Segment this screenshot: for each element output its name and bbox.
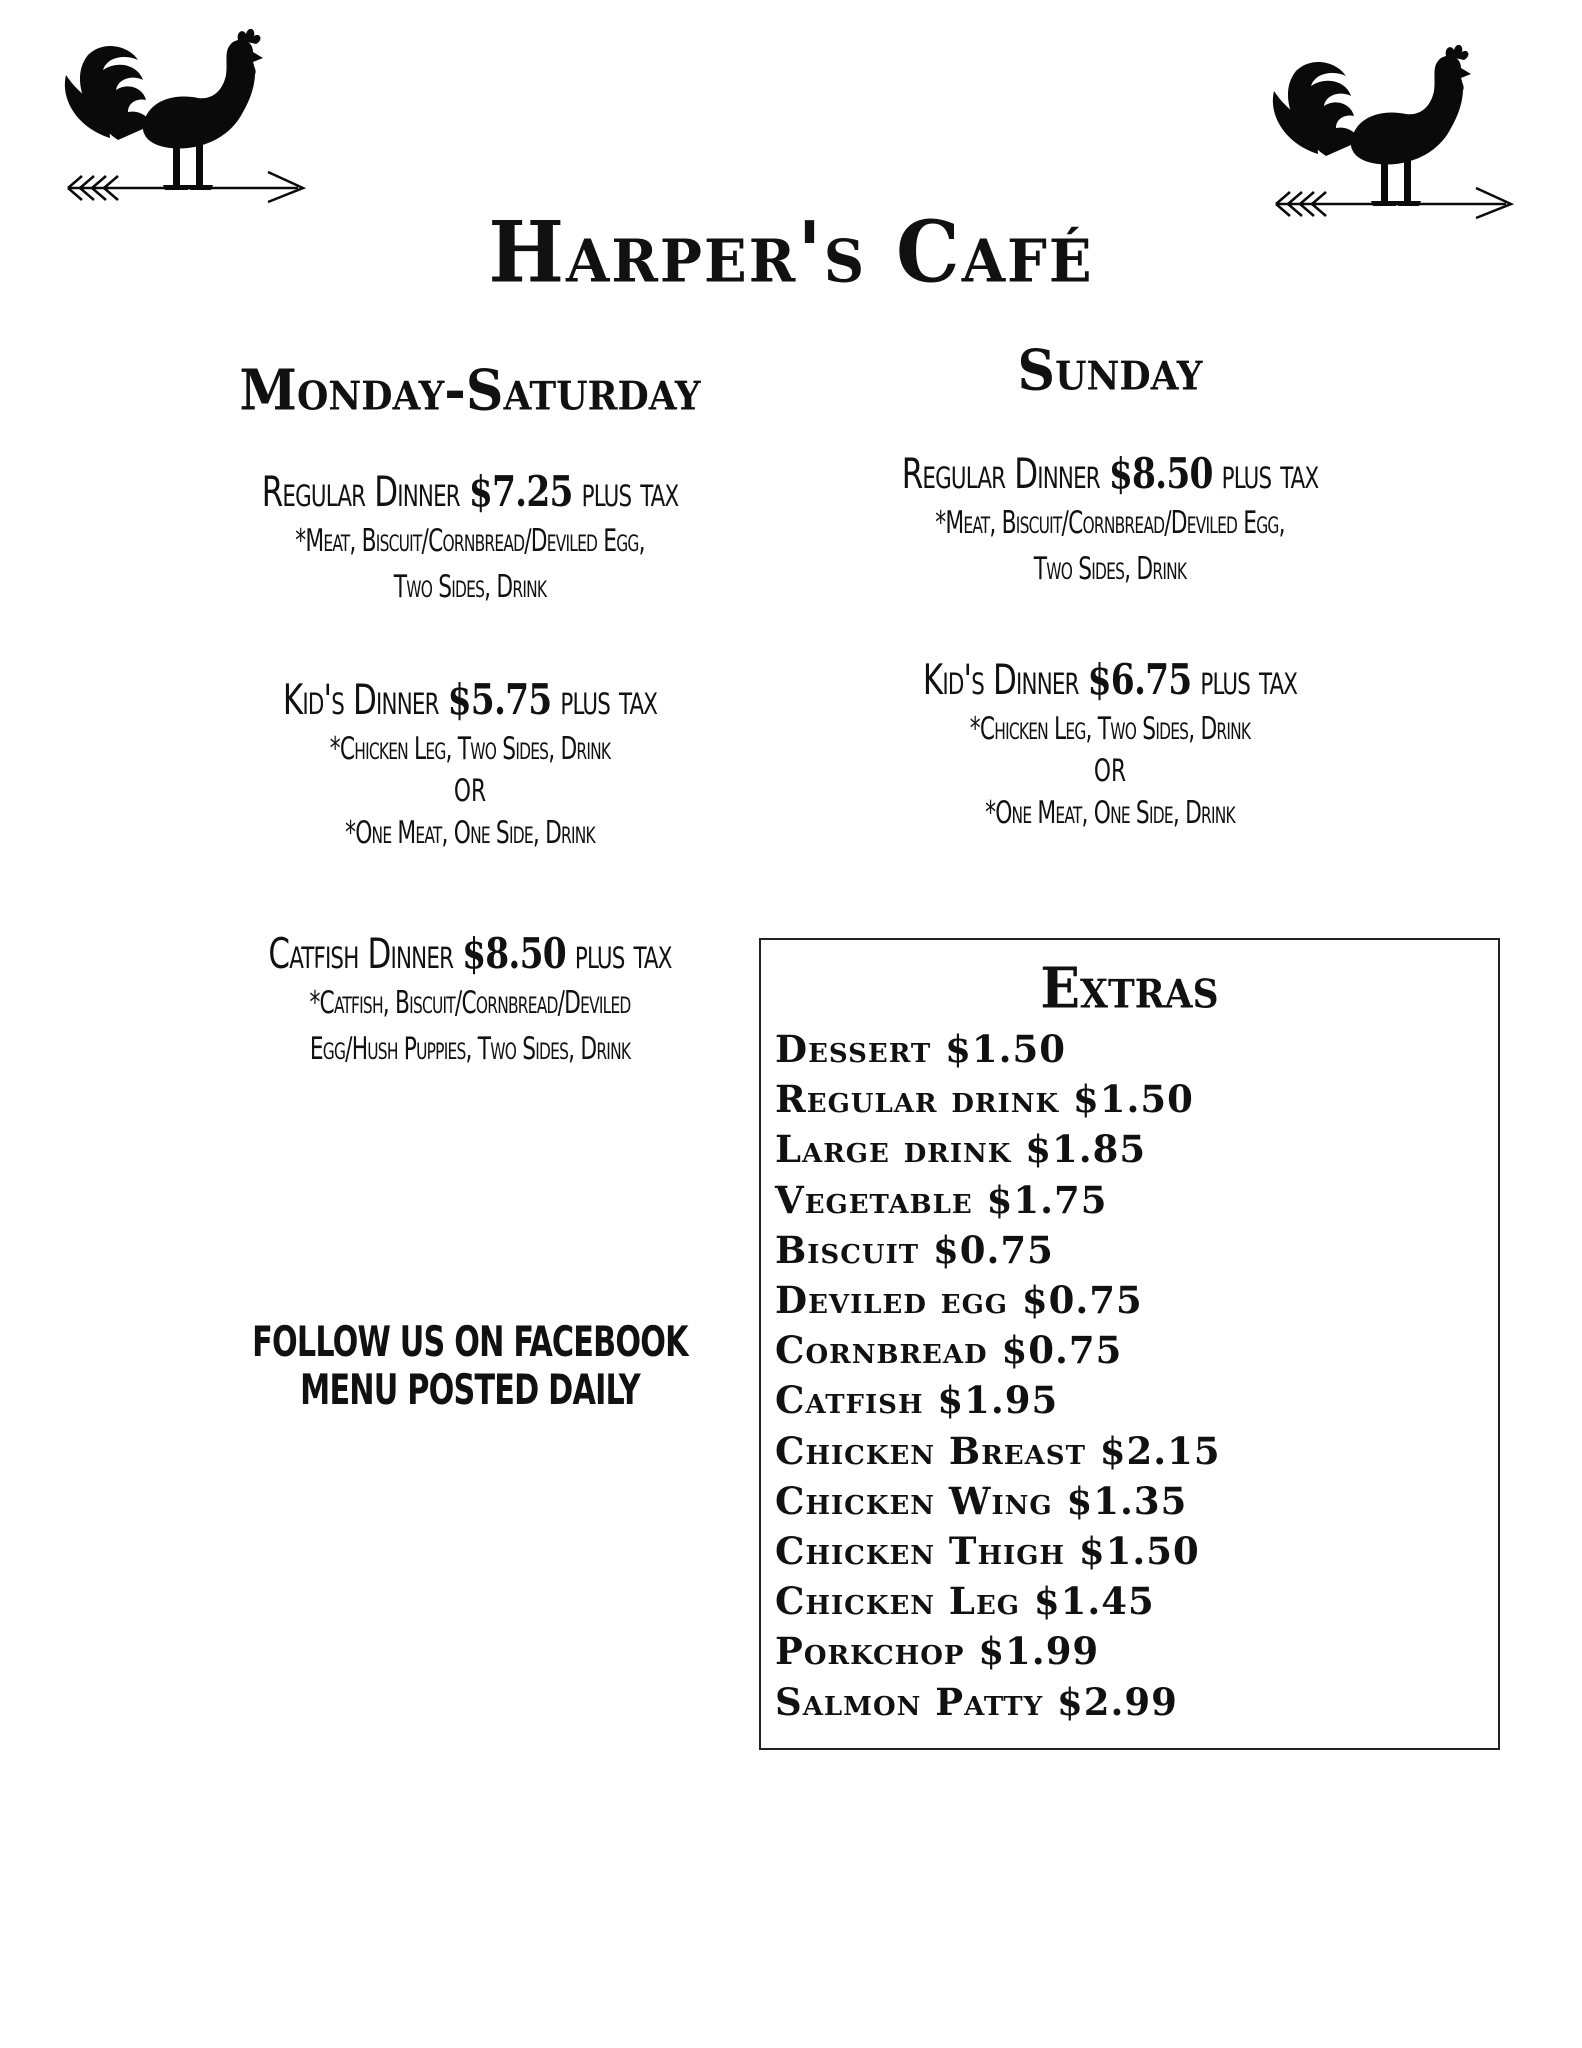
- meal-description: *Meat, Biscuit/Cornbread/Deviled Egg,: [295, 523, 645, 559]
- meal-name: Regular Dinner: [901, 449, 1100, 498]
- meal-price: $8.50: [462, 929, 566, 978]
- facebook-notice: [222, 1318, 718, 1414]
- meal-name: Kid's Dinner: [922, 655, 1079, 704]
- meal-suffix: plus tax: [581, 467, 679, 516]
- sunday-kids-dinner: [760, 654, 1460, 836]
- weekday-kids-dinner: [120, 674, 820, 856]
- extras-item: Deviled egg $0.75: [775, 1278, 1143, 1323]
- extras-item: Chicken Breast $2.15: [775, 1428, 1221, 1473]
- or-divider: OR: [1093, 753, 1127, 789]
- meal-description: *Meat, Biscuit/Cornbread/Deviled Egg,: [935, 505, 1285, 541]
- or-divider: OR: [453, 773, 487, 809]
- meal-description: *Catfish, Biscuit/Cornbread/Deviled: [309, 985, 631, 1021]
- page-title: Harper's Café: [488, 202, 1094, 302]
- meal-name: Kid's Dinner: [282, 675, 439, 724]
- extras-list: [775, 1024, 1221, 1727]
- facebook-notice-line: MENU POSTED DAILY: [300, 1365, 640, 1414]
- meal-description: *One Meat, One Side, Drink: [985, 795, 1235, 831]
- meal-price: $6.75: [1087, 655, 1192, 704]
- meal-suffix: plus tax: [1221, 449, 1319, 498]
- extras-item: Porkchop $1.99: [775, 1629, 1100, 1674]
- meal-price: $7.25: [468, 467, 573, 516]
- extras-item: Regular drink $1.50: [775, 1077, 1194, 1122]
- weekday-regular-dinner: [120, 466, 820, 610]
- weekday-catfish-dinner: [120, 928, 820, 1072]
- meal-description: Egg/Hush Puppies, Two Sides, Drink: [309, 1031, 631, 1067]
- meal-title: [823, 448, 1397, 500]
- extras-item: Chicken Leg $1.45: [775, 1579, 1155, 1624]
- meal-suffix: plus tax: [574, 929, 672, 978]
- extras-item: Chicken Thigh $1.50: [775, 1529, 1200, 1574]
- meal-description: *One Meat, One Side, Drink: [345, 815, 595, 851]
- meal-suffix: plus tax: [560, 675, 658, 724]
- meal-title: [183, 674, 757, 726]
- meal-price: $5.75: [447, 675, 552, 724]
- extras-item: Cornbread $0.75: [775, 1328, 1123, 1373]
- facebook-notice-line: FOLLOW US ON FACEBOOK: [252, 1317, 688, 1366]
- extras-item: Biscuit $0.75: [775, 1227, 1054, 1272]
- meal-price: $8.50: [1108, 449, 1213, 498]
- extras-item: Dessert $1.50: [775, 1027, 1066, 1071]
- meal-description: Two Sides, Drink: [393, 569, 547, 605]
- extras-box: [759, 938, 1500, 1750]
- meal-description: *Chicken Leg, Two Sides, Drink: [969, 711, 1251, 747]
- sunday-regular-dinner: [760, 448, 1460, 592]
- meal-suffix: plus tax: [1200, 655, 1298, 704]
- meal-description: Two Sides, Drink: [1033, 551, 1187, 587]
- extras-title: Extras: [1040, 955, 1219, 1022]
- meal-name: Catfish Dinner: [268, 929, 454, 978]
- extras-item: Salmon Patty $2.99: [775, 1679, 1178, 1724]
- meal-title: [183, 466, 757, 518]
- meal-description: *Chicken Leg, Two Sides, Drink: [329, 731, 611, 767]
- extras-item: Large drink $1.85: [775, 1127, 1147, 1172]
- sunday-heading: Sunday: [1017, 337, 1203, 404]
- meal-title: [183, 928, 757, 980]
- rooster-weathervane-icon: [48, 20, 348, 220]
- extras-item: Vegetable $1.75: [775, 1177, 1108, 1222]
- extras-item: Catfish $1.95: [775, 1378, 1059, 1423]
- meal-title: [823, 654, 1397, 706]
- extras-item: Chicken Wing $1.35: [775, 1478, 1188, 1523]
- meal-name: Regular Dinner: [261, 467, 460, 516]
- weekday-heading: Monday-Saturday: [239, 357, 701, 424]
